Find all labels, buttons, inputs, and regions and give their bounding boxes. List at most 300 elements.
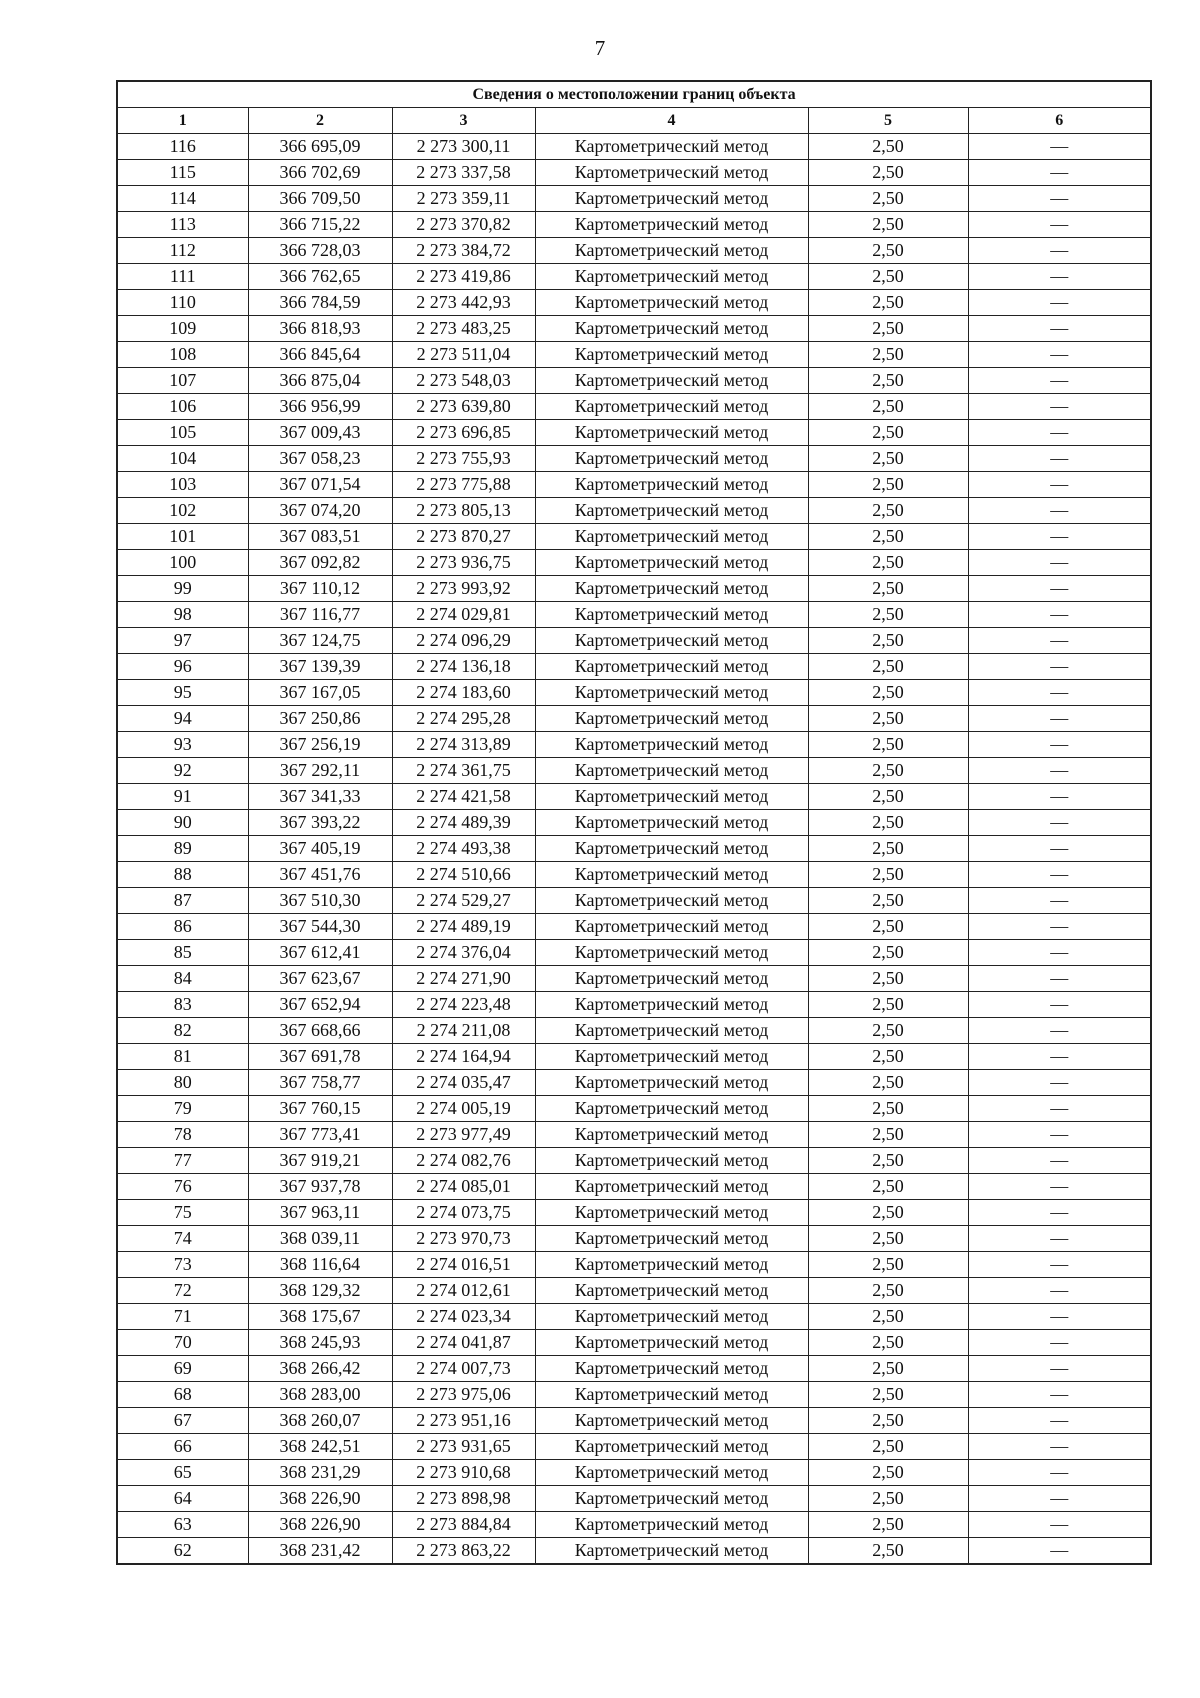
x-coordinate-cell: 367 758,77 [248,1070,392,1096]
y-coordinate-cell: 2 273 696,85 [392,420,535,446]
description-cell: — [968,1486,1151,1512]
table-row [117,446,1151,472]
table-row [117,732,1151,758]
y-coordinate-cell: 2 273 898,98 [392,1486,535,1512]
x-coordinate-cell: 367 139,39 [248,654,392,680]
table-row [117,1018,1151,1044]
description-cell: — [968,1148,1151,1174]
y-coordinate-cell: 2 273 863,22 [392,1538,535,1565]
method-cell: Картометрический метод [535,1018,808,1044]
accuracy-cell: 2,50 [808,290,968,316]
table-row [117,966,1151,992]
y-coordinate-cell: 2 274 073,75 [392,1200,535,1226]
method-cell: Картометрический метод [535,810,808,836]
y-coordinate-cell: 2 274 035,47 [392,1070,535,1096]
description-cell: — [968,1200,1151,1226]
description-cell: — [968,1408,1151,1434]
description-cell: — [968,1460,1151,1486]
description-cell: — [968,680,1151,706]
accuracy-cell: 2,50 [808,1044,968,1070]
method-cell: Картометрический метод [535,654,808,680]
method-cell: Картометрический метод [535,1070,808,1096]
x-coordinate-cell: 366 695,09 [248,134,392,160]
point-number-cell: 89 [117,836,248,862]
y-coordinate-cell: 2 273 337,58 [392,160,535,186]
method-cell: Картометрический метод [535,1408,808,1434]
x-coordinate-cell: 366 845,64 [248,342,392,368]
description-cell: — [968,420,1151,446]
description-cell: — [968,134,1151,160]
accuracy-cell: 2,50 [808,1018,968,1044]
x-coordinate-cell: 367 256,19 [248,732,392,758]
y-coordinate-cell: 2 274 510,66 [392,862,535,888]
boundary-table-container [116,80,1150,1565]
accuracy-cell: 2,50 [808,316,968,342]
accuracy-cell: 2,50 [808,654,968,680]
table-row [117,1174,1151,1200]
table-row [117,264,1151,290]
method-cell: Картометрический метод [535,732,808,758]
y-coordinate-cell: 2 273 639,80 [392,394,535,420]
x-coordinate-cell: 367 250,86 [248,706,392,732]
description-cell: — [968,1356,1151,1382]
point-number-cell: 93 [117,732,248,758]
accuracy-cell: 2,50 [808,498,968,524]
description-cell: — [968,1382,1151,1408]
x-coordinate-cell: 367 167,05 [248,680,392,706]
table-row [117,784,1151,810]
point-number-cell: 100 [117,550,248,576]
column-header: 5 [808,108,968,134]
accuracy-cell: 2,50 [808,784,968,810]
table-row [117,992,1151,1018]
method-cell: Картометрический метод [535,1278,808,1304]
point-number-cell: 105 [117,420,248,446]
description-cell: — [968,446,1151,472]
accuracy-cell: 2,50 [808,1226,968,1252]
description-cell: — [968,1252,1151,1278]
point-number-cell: 84 [117,966,248,992]
method-cell: Картометрический метод [535,1252,808,1278]
point-number-cell: 86 [117,914,248,940]
table-row [117,290,1151,316]
accuracy-cell: 2,50 [808,160,968,186]
table-row [117,1278,1151,1304]
method-cell: Картометрический метод [535,212,808,238]
description-cell: — [968,1512,1151,1538]
point-number-cell: 68 [117,1382,248,1408]
x-coordinate-cell: 367 292,11 [248,758,392,784]
y-coordinate-cell: 2 273 951,16 [392,1408,535,1434]
accuracy-cell: 2,50 [808,1252,968,1278]
method-cell: Картометрический метод [535,992,808,1018]
point-number-cell: 65 [117,1460,248,1486]
x-coordinate-cell: 366 728,03 [248,238,392,264]
table-body [117,134,1151,1565]
x-coordinate-cell: 367 393,22 [248,810,392,836]
description-cell: — [968,498,1151,524]
y-coordinate-cell: 2 273 775,88 [392,472,535,498]
point-number-cell: 96 [117,654,248,680]
method-cell: Картометрический метод [535,836,808,862]
method-cell: Картометрический метод [535,914,808,940]
point-number-cell: 107 [117,368,248,394]
method-cell: Картометрический метод [535,1434,808,1460]
description-cell: — [968,1174,1151,1200]
point-number-cell: 91 [117,784,248,810]
point-number-cell: 69 [117,1356,248,1382]
table-row [117,1460,1151,1486]
point-number-cell: 98 [117,602,248,628]
table-row [117,394,1151,420]
table-row [117,238,1151,264]
y-coordinate-cell: 2 274 007,73 [392,1356,535,1382]
method-cell: Картометрический метод [535,472,808,498]
point-number-cell: 81 [117,1044,248,1070]
x-coordinate-cell: 367 009,43 [248,420,392,446]
description-cell: — [968,316,1151,342]
method-cell: Картометрический метод [535,1304,808,1330]
table-row [117,1122,1151,1148]
table-row [117,576,1151,602]
accuracy-cell: 2,50 [808,1356,968,1382]
method-cell: Картометрический метод [535,1122,808,1148]
method-cell: Картометрический метод [535,888,808,914]
table-row [117,1538,1151,1565]
table-row [117,862,1151,888]
table-row [117,1044,1151,1070]
method-cell: Картометрический метод [535,368,808,394]
accuracy-cell: 2,50 [808,446,968,472]
description-cell: — [968,784,1151,810]
y-coordinate-cell: 2 274 493,38 [392,836,535,862]
x-coordinate-cell: 367 760,15 [248,1096,392,1122]
method-cell: Картометрический метод [535,628,808,654]
table-row [117,654,1151,680]
point-number-cell: 70 [117,1330,248,1356]
point-number-cell: 62 [117,1538,248,1565]
x-coordinate-cell: 367 124,75 [248,628,392,654]
table-row [117,914,1151,940]
accuracy-cell: 2,50 [808,1434,968,1460]
y-coordinate-cell: 2 273 910,68 [392,1460,535,1486]
table-row [117,1356,1151,1382]
x-coordinate-cell: 367 773,41 [248,1122,392,1148]
accuracy-cell: 2,50 [808,342,968,368]
table-row [117,1434,1151,1460]
point-number-cell: 78 [117,1122,248,1148]
point-number-cell: 73 [117,1252,248,1278]
y-coordinate-cell: 2 273 483,25 [392,316,535,342]
x-coordinate-cell: 367 510,30 [248,888,392,914]
y-coordinate-cell: 2 274 136,18 [392,654,535,680]
accuracy-cell: 2,50 [808,810,968,836]
table-row [117,134,1151,160]
y-coordinate-cell: 2 274 223,48 [392,992,535,1018]
point-number-cell: 115 [117,160,248,186]
x-coordinate-cell: 367 691,78 [248,1044,392,1070]
y-coordinate-cell: 2 273 993,92 [392,576,535,602]
accuracy-cell: 2,50 [808,1278,968,1304]
x-coordinate-cell: 366 762,65 [248,264,392,290]
method-cell: Картометрический метод [535,784,808,810]
method-cell: Картометрический метод [535,576,808,602]
table-row [117,368,1151,394]
x-coordinate-cell: 368 231,29 [248,1460,392,1486]
point-number-cell: 82 [117,1018,248,1044]
y-coordinate-cell: 2 273 300,11 [392,134,535,160]
method-cell: Картометрический метод [535,1044,808,1070]
description-cell: — [968,1122,1151,1148]
accuracy-cell: 2,50 [808,1174,968,1200]
description-cell: — [968,836,1151,862]
point-number-cell: 88 [117,862,248,888]
description-cell: — [968,212,1151,238]
point-number-cell: 103 [117,472,248,498]
method-cell: Картометрический метод [535,602,808,628]
x-coordinate-cell: 367 451,76 [248,862,392,888]
accuracy-cell: 2,50 [808,706,968,732]
x-coordinate-cell: 366 818,93 [248,316,392,342]
point-number-cell: 114 [117,186,248,212]
y-coordinate-cell: 2 273 370,82 [392,212,535,238]
point-number-cell: 111 [117,264,248,290]
accuracy-cell: 2,50 [808,1512,968,1538]
y-coordinate-cell: 2 274 023,34 [392,1304,535,1330]
x-coordinate-cell: 367 544,30 [248,914,392,940]
accuracy-cell: 2,50 [808,524,968,550]
accuracy-cell: 2,50 [808,888,968,914]
point-number-cell: 110 [117,290,248,316]
table-row [117,758,1151,784]
column-header: 3 [392,108,535,134]
method-cell: Картометрический метод [535,394,808,420]
point-number-cell: 74 [117,1226,248,1252]
description-cell: — [968,1434,1151,1460]
y-coordinate-cell: 2 273 755,93 [392,446,535,472]
accuracy-cell: 2,50 [808,992,968,1018]
description-cell: — [968,810,1151,836]
accuracy-cell: 2,50 [808,966,968,992]
table-row [117,186,1151,212]
y-coordinate-cell: 2 274 295,28 [392,706,535,732]
description-cell: — [968,602,1151,628]
method-cell: Картометрический метод [535,446,808,472]
accuracy-cell: 2,50 [808,940,968,966]
description-cell: — [968,914,1151,940]
y-coordinate-cell: 2 274 211,08 [392,1018,535,1044]
description-cell: — [968,628,1151,654]
x-coordinate-cell: 368 226,90 [248,1512,392,1538]
description-cell: — [968,1304,1151,1330]
method-cell: Картометрический метод [535,1486,808,1512]
table-header-row [117,108,1151,134]
y-coordinate-cell: 2 274 085,01 [392,1174,535,1200]
point-number-cell: 66 [117,1434,248,1460]
method-cell: Картометрический метод [535,134,808,160]
point-number-cell: 99 [117,576,248,602]
x-coordinate-cell: 368 039,11 [248,1226,392,1252]
x-coordinate-cell: 367 963,11 [248,1200,392,1226]
method-cell: Картометрический метод [535,524,808,550]
method-cell: Картометрический метод [535,1460,808,1486]
description-cell: — [968,1096,1151,1122]
accuracy-cell: 2,50 [808,134,968,160]
point-number-cell: 80 [117,1070,248,1096]
point-number-cell: 72 [117,1278,248,1304]
x-coordinate-cell: 367 937,78 [248,1174,392,1200]
y-coordinate-cell: 2 274 361,75 [392,758,535,784]
accuracy-cell: 2,50 [808,1200,968,1226]
accuracy-cell: 2,50 [808,1070,968,1096]
point-number-cell: 63 [117,1512,248,1538]
column-header: 6 [968,108,1151,134]
method-cell: Картометрический метод [535,1382,808,1408]
accuracy-cell: 2,50 [808,602,968,628]
y-coordinate-cell: 2 273 975,06 [392,1382,535,1408]
y-coordinate-cell: 2 273 884,84 [392,1512,535,1538]
x-coordinate-cell: 367 652,94 [248,992,392,1018]
x-coordinate-cell: 368 245,93 [248,1330,392,1356]
y-coordinate-cell: 2 274 012,61 [392,1278,535,1304]
accuracy-cell: 2,50 [808,1382,968,1408]
table-row [117,1304,1151,1330]
accuracy-cell: 2,50 [808,914,968,940]
method-cell: Картометрический метод [535,160,808,186]
point-number-cell: 64 [117,1486,248,1512]
accuracy-cell: 2,50 [808,264,968,290]
x-coordinate-cell: 368 175,67 [248,1304,392,1330]
y-coordinate-cell: 2 273 511,04 [392,342,535,368]
description-cell: — [968,992,1151,1018]
method-cell: Картометрический метод [535,1330,808,1356]
column-header: 4 [535,108,808,134]
accuracy-cell: 2,50 [808,732,968,758]
accuracy-cell: 2,50 [808,862,968,888]
table-row [117,1486,1151,1512]
description-cell: — [968,758,1151,784]
method-cell: Картометрический метод [535,420,808,446]
table-row [117,1252,1151,1278]
table-row [117,706,1151,732]
table-row [117,1070,1151,1096]
method-cell: Картометрический метод [535,498,808,524]
y-coordinate-cell: 2 274 313,89 [392,732,535,758]
point-number-cell: 95 [117,680,248,706]
method-cell: Картометрический метод [535,316,808,342]
method-cell: Картометрический метод [535,342,808,368]
table-row [117,316,1151,342]
accuracy-cell: 2,50 [808,680,968,706]
table-row [117,212,1151,238]
method-cell: Картометрический метод [535,264,808,290]
description-cell: — [968,1330,1151,1356]
method-cell: Картометрический метод [535,1200,808,1226]
point-number-cell: 108 [117,342,248,368]
y-coordinate-cell: 2 273 936,75 [392,550,535,576]
accuracy-cell: 2,50 [808,1486,968,1512]
accuracy-cell: 2,50 [808,1538,968,1565]
table-row [117,1512,1151,1538]
description-cell: — [968,186,1151,212]
y-coordinate-cell: 2 274 096,29 [392,628,535,654]
description-cell: — [968,1278,1151,1304]
y-coordinate-cell: 2 274 183,60 [392,680,535,706]
x-coordinate-cell: 368 260,07 [248,1408,392,1434]
method-cell: Картометрический метод [535,966,808,992]
x-coordinate-cell: 367 405,19 [248,836,392,862]
description-cell: — [968,394,1151,420]
y-coordinate-cell: 2 273 419,86 [392,264,535,290]
accuracy-cell: 2,50 [808,550,968,576]
table-row [117,810,1151,836]
accuracy-cell: 2,50 [808,238,968,264]
description-cell: — [968,1538,1151,1565]
accuracy-cell: 2,50 [808,394,968,420]
accuracy-cell: 2,50 [808,186,968,212]
accuracy-cell: 2,50 [808,472,968,498]
description-cell: — [968,888,1151,914]
method-cell: Картометрический метод [535,1356,808,1382]
point-number-cell: 76 [117,1174,248,1200]
x-coordinate-cell: 368 231,42 [248,1538,392,1565]
method-cell: Картометрический метод [535,1174,808,1200]
boundary-coordinates-table [116,80,1152,1565]
point-number-cell: 79 [117,1096,248,1122]
table-row [117,1200,1151,1226]
point-number-cell: 101 [117,524,248,550]
x-coordinate-cell: 367 058,23 [248,446,392,472]
x-coordinate-cell: 367 612,41 [248,940,392,966]
method-cell: Картометрический метод [535,1226,808,1252]
x-coordinate-cell: 367 110,12 [248,576,392,602]
y-coordinate-cell: 2 274 005,19 [392,1096,535,1122]
x-coordinate-cell: 367 074,20 [248,498,392,524]
accuracy-cell: 2,50 [808,628,968,654]
point-number-cell: 87 [117,888,248,914]
description-cell: — [968,290,1151,316]
point-number-cell: 106 [117,394,248,420]
x-coordinate-cell: 367 116,77 [248,602,392,628]
method-cell: Картометрический метод [535,550,808,576]
y-coordinate-cell: 2 273 805,13 [392,498,535,524]
x-coordinate-cell: 368 129,32 [248,1278,392,1304]
y-coordinate-cell: 2 273 870,27 [392,524,535,550]
description-cell: — [968,472,1151,498]
description-cell: — [968,238,1151,264]
page-number: 7 [594,36,606,60]
x-coordinate-cell: 368 226,90 [248,1486,392,1512]
point-number-cell: 92 [117,758,248,784]
x-coordinate-cell: 366 715,22 [248,212,392,238]
x-coordinate-cell: 368 283,00 [248,1382,392,1408]
accuracy-cell: 2,50 [808,1122,968,1148]
y-coordinate-cell: 2 273 359,11 [392,186,535,212]
table-row [117,498,1151,524]
accuracy-cell: 2,50 [808,1460,968,1486]
table-row [117,940,1151,966]
method-cell: Картометрический метод [535,940,808,966]
y-coordinate-cell: 2 273 970,73 [392,1226,535,1252]
description-cell: — [968,524,1151,550]
accuracy-cell: 2,50 [808,1304,968,1330]
point-number-cell: 116 [117,134,248,160]
description-cell: — [968,966,1151,992]
point-number-cell: 113 [117,212,248,238]
table-row [117,524,1151,550]
table-row [117,888,1151,914]
y-coordinate-cell: 2 273 977,49 [392,1122,535,1148]
